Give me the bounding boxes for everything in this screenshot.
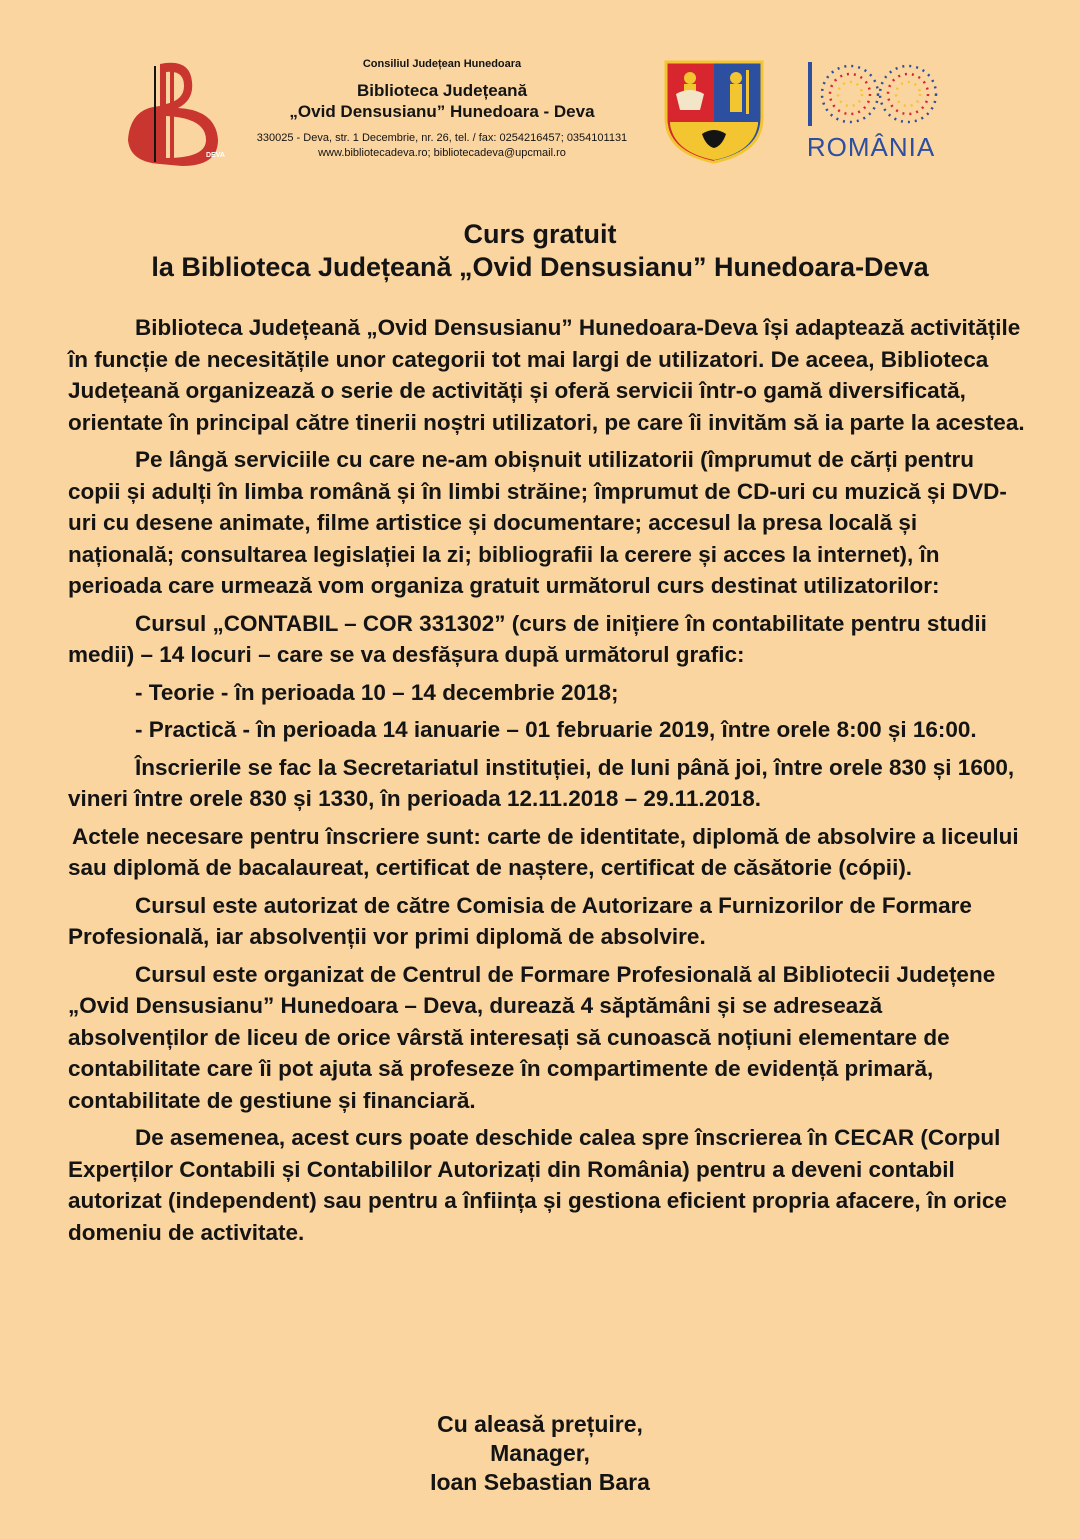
paragraph-documents: Actele necesare pentru înscriere sunt: carte de identitate, diplomă de absolvire a liceului sau diplomă de bacalaureat, certificat de naștere, certificat de căsătorie (cópii). [68,823,1019,880]
paragraph-registration: Înscrierile se fac la Secretariatul instituției, de luni până joi, între orele 830 și 1600, vineri între orele 830 și 1330, în perioada 12.11.2018 – 29.11.2018. [68,754,1015,811]
centenar-logo [790,58,952,170]
paragraph-services: Pe lângă serviciile cu care ne-am obișnuit utilizatorii (împrumut de cărți pentru copii și adulți în limba română și în limbi străine; împrumut de CD-uri cu muzică și DVD-uri cu desene animate, filme artistice și documentare; accesul la presa locală și națională; consultarea legislației la zi; bibliografii la cerere și acces la internet), în perioada care urmează vom organiza gratuit următorul curs destinat utilizatorilor: [68,447,1007,598]
letterhead-text [228,58,656,159]
coat-of-arms-icon [664,60,764,164]
page-title [0,218,1080,284]
schedule-practice: - Practică - în perioada 14 ianuarie – 01 februarie 2019, între orele 8:00 și 16:00. [135,717,977,742]
paragraph-organizer: Cursul este organizat de Centrul de Formare Profesională al Bibliotecii Județene „Ovid Densusianu” Hunedoara – Deva, durează 4 săptămâni și se adresează absolvenților de liceu de orice vârstă interesați să cunoască noțiuni elementare de contabilitate care îi pot ajuta să profeseze în compartimente de evidență primară, contabilitate de gestiune și financiară. [68,961,996,1113]
title-line2: la Biblioteca Județeană „Ovid Densusianu” Hunedoara-Deva [151,252,929,282]
closing-greeting: Cu aleasă prețuire, [437,1411,643,1437]
library-logo-icon [120,56,230,170]
paragraph-authorization: Cursul este autorizat de către Comisia de Autorizare a Furnizorilor de Formare Profesională, iar absolvenții vor primi diplomă de absolvire. [68,892,972,949]
signature-block [0,1410,1080,1497]
closing-name: Ioan Sebastian Bara [430,1469,650,1495]
library-name-line2: „Ovid Densusianu” Hunedoara - Deva [289,102,595,121]
title-line1: Curs gratuit [463,219,617,249]
letterhead [0,0,1080,200]
announcement-body [68,312,1028,1254]
centenar-100-icon [790,58,952,134]
closing-role: Manager, [490,1440,590,1466]
paragraph-course: Cursul „CONTABIL – COR 331302” (curs de inițiere în contabilitate pentru studii medii) – 14 locuri – care se va desfășura după următorul grafic: [68,610,987,667]
paragraph-intro: Biblioteca Județeană „Ovid Densusianu” Hunedoara-Deva își adaptează activitățile în funcție de necesitățile unor categorii tot mai largi de utilizatori. De aceea, Biblioteca Județeană organizează o serie de activități și oferă servicii într-o gamă diversificată, orientate în principal către tinerii noștri utilizatori, pe care îi invităm să ia parte la acestea. [68,315,1025,435]
centenar-word: ROMÂNIA [806,132,936,162]
library-address: 330025 - Deva, str. 1 Decembrie, nr. 26, tel. / fax: 0254216457; 0354101131 [256,132,628,144]
library-name-line1: Biblioteca Județeană [356,81,528,100]
schedule-theory: - Teorie - în perioada 10 – 14 decembrie 2018; [135,679,619,705]
paragraph-cecar: De asemenea, acest curs poate deschide calea spre înscrierea în CECAR (Corpul Experților Contabili și Contabililor Autorizați din România) pentru a deveni contabil autorizat (independent) sau pentru a înființa și gestiona eficient propria afacere, în orice domeniu de activitate. [68,1125,1007,1245]
svg-text:DEVA: DEVA [206,152,225,159]
council-name: Consiliul Județean Hunedoara [362,58,522,70]
library-web-email: www.bibliotecadeva.ro; bibliotecadeva@upcmail.ro [318,147,566,159]
